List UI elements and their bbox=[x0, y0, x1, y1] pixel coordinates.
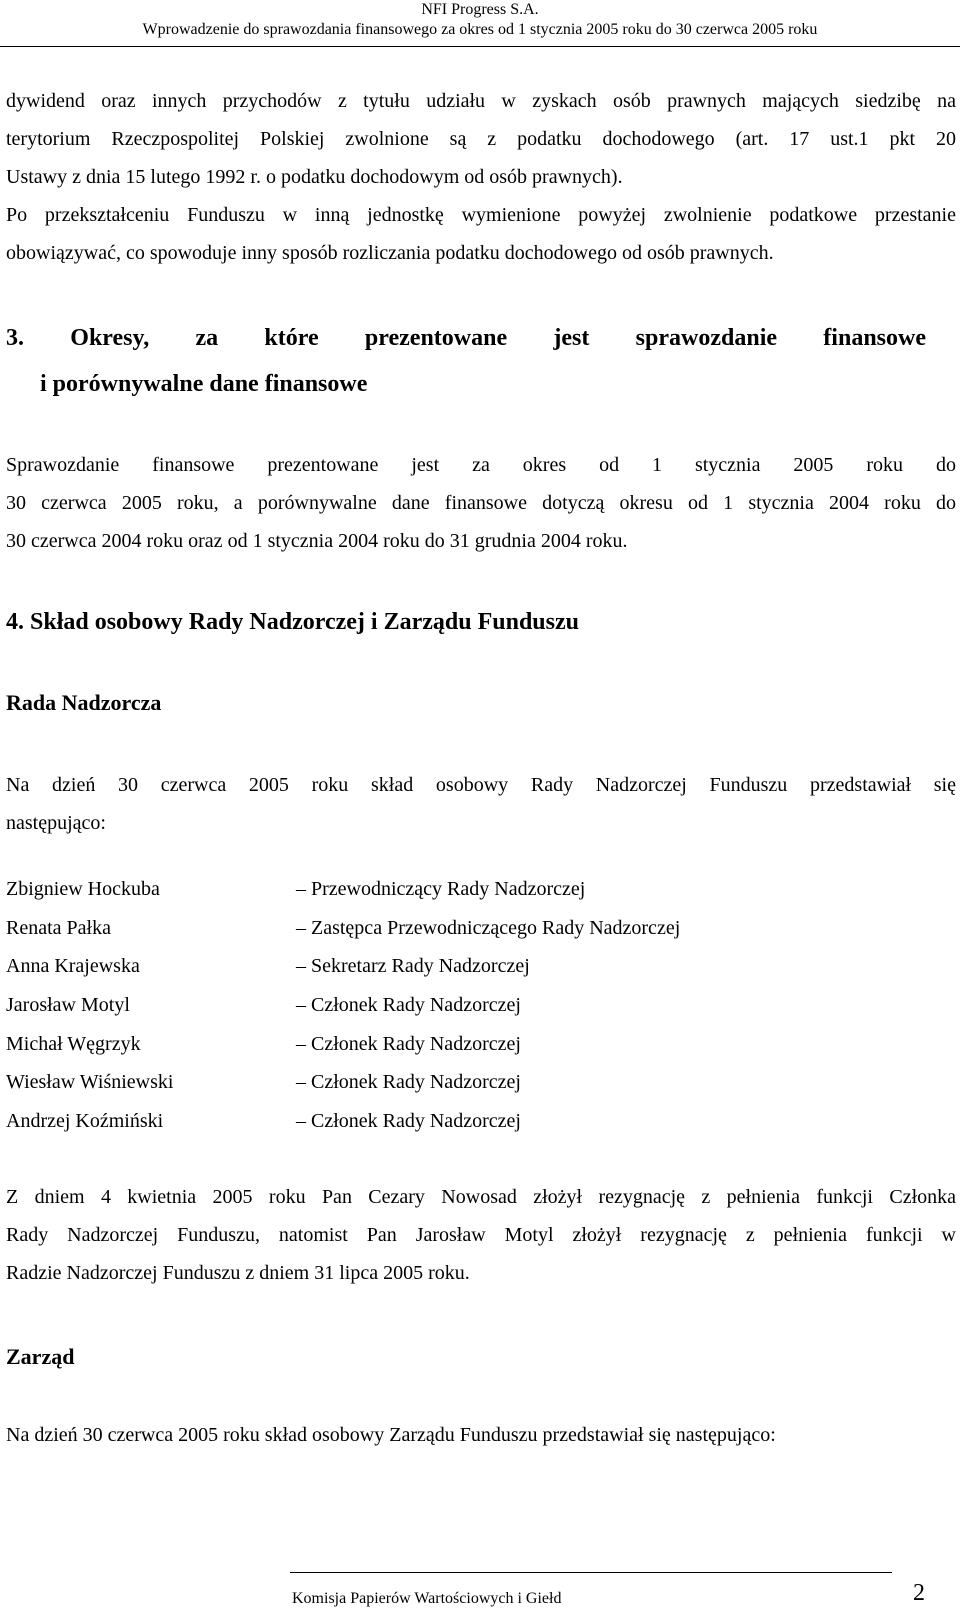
header-company: NFI Progress S.A. bbox=[421, 1, 539, 18]
list-item bbox=[6, 986, 946, 1025]
member-name: Anna Krajewska bbox=[6, 955, 140, 978]
text-line: Na dzień 30 czerwca 2005 roku skład osobowy Rady Nadzorczej Funduszu przedstawiał się bbox=[6, 774, 956, 796]
list-item bbox=[6, 1102, 946, 1141]
member-role: – Sekretarz Rady Nadzorczej bbox=[296, 955, 530, 978]
member-name: Zbigniew Hockuba bbox=[6, 878, 160, 900]
text-line: Radzie Nadzorczej Funduszu z dniem 31 lipca 2005 roku. bbox=[6, 1262, 470, 1284]
section-4-heading: 4. Skład osobowy Rady Nadzorczej i Zarządu Funduszu bbox=[6, 609, 579, 635]
member-role: – Członek Rady Nadzorczej bbox=[296, 994, 521, 1017]
text-line: terytorium Rzeczpospolitej Polskiej zwolnione są z podatku dochodowego (art. 17 ust.1 pkt 20 bbox=[6, 128, 956, 150]
footer-divider bbox=[290, 1572, 892, 1573]
list-item bbox=[6, 870, 946, 909]
list-item bbox=[6, 947, 946, 986]
member-role: – Członek Rady Nadzorczej bbox=[296, 1110, 521, 1133]
supervisory-board-roster bbox=[6, 870, 946, 1141]
supervisory-board-heading: Rada Nadzorcza bbox=[6, 690, 162, 715]
page-number: 2 bbox=[913, 1580, 925, 1606]
text-line: 30 czerwca 2004 roku oraz od 1 stycznia 2004 roku do 31 grudnia 2004 roku. bbox=[6, 530, 628, 552]
text-line: obowiązywać, co spowoduje inny sposób rozliczania podatku dochodowego od osób prawnych. bbox=[6, 242, 774, 264]
resignation-paragraph bbox=[6, 1178, 956, 1292]
list-item bbox=[6, 1025, 946, 1064]
text-line: Sprawozdanie finansowe prezentowane jest za okres od 1 stycznia 2005 roku do bbox=[6, 454, 956, 476]
member-role: – Członek Rady Nadzorczej bbox=[296, 1071, 521, 1094]
member-role: – Członek Rady Nadzorczej bbox=[296, 1032, 521, 1055]
member-name: Jarosław Motyl bbox=[6, 994, 130, 1017]
management-board-heading: Zarząd bbox=[6, 1344, 75, 1369]
text-line: Na dzień 30 czerwca 2005 roku skład osobowy Zarządu Funduszu przedstawiał się następująco: bbox=[6, 1424, 776, 1446]
management-board-intro bbox=[6, 1416, 956, 1454]
supervisory-board-intro bbox=[6, 766, 956, 842]
section-3-heading-line1: 3. Okresy, za które prezentowane jest sprawozdanie finansowe bbox=[6, 325, 926, 351]
intro-paragraph bbox=[6, 82, 956, 272]
text-line: 30 czerwca 2005 roku, a porównywalne dane finansowe dotyczą okresu od 1 stycznia 2004 roku do bbox=[6, 492, 956, 514]
header-divider bbox=[0, 46, 960, 47]
footer-authority: Komisja Papierów Wartościowych i Giełd bbox=[292, 1590, 562, 1607]
header-subtitle: Wprowadzenie do sprawozdania finansowego za okres od 1 stycznia 2005 roku do 30 czerwca 2005 roku bbox=[142, 21, 818, 38]
member-name: Andrzej Koźmiński bbox=[6, 1110, 164, 1133]
page-header bbox=[0, 0, 960, 58]
member-name: Michał Węgrzyk bbox=[6, 1032, 141, 1055]
section-3-paragraph bbox=[6, 446, 956, 560]
text-line: dywidend oraz innych przychodów z tytułu udziału w zyskach osób prawnych mających siedzibę na bbox=[6, 90, 956, 112]
member-role: – Przewodniczący Rady Nadzorczej bbox=[296, 878, 586, 900]
list-item bbox=[6, 909, 946, 948]
text-line: Rady Nadzorczej Funduszu, natomist Pan Jarosław Motyl złożył rezygnację z pełnienia funkcji w bbox=[6, 1224, 956, 1246]
member-name: Renata Pałka bbox=[6, 916, 111, 939]
member-name: Wiesław Wiśniewski bbox=[6, 1071, 174, 1094]
member-role: – Zastępca Przewodniczącego Rady Nadzorczej bbox=[296, 916, 681, 939]
section-3-heading-line2: i porównywalne dane finansowe bbox=[40, 371, 368, 397]
text-line: następująco: bbox=[6, 812, 106, 834]
text-line: Ustawy z dnia 15 lutego 1992 r. o podatku dochodowym od osób prawnych). bbox=[6, 166, 623, 188]
page-footer bbox=[0, 1562, 960, 1617]
text-line: Z dniem 4 kwietnia 2005 roku Pan Cezary Nowosad złożył rezygnację z pełnienia funkcji Członka bbox=[6, 1186, 956, 1208]
text-line: Po przekształceniu Funduszu w inną jednostkę wymienione powyżej zwolnienie podatkowe przestanie bbox=[6, 204, 956, 226]
list-item bbox=[6, 1063, 946, 1102]
